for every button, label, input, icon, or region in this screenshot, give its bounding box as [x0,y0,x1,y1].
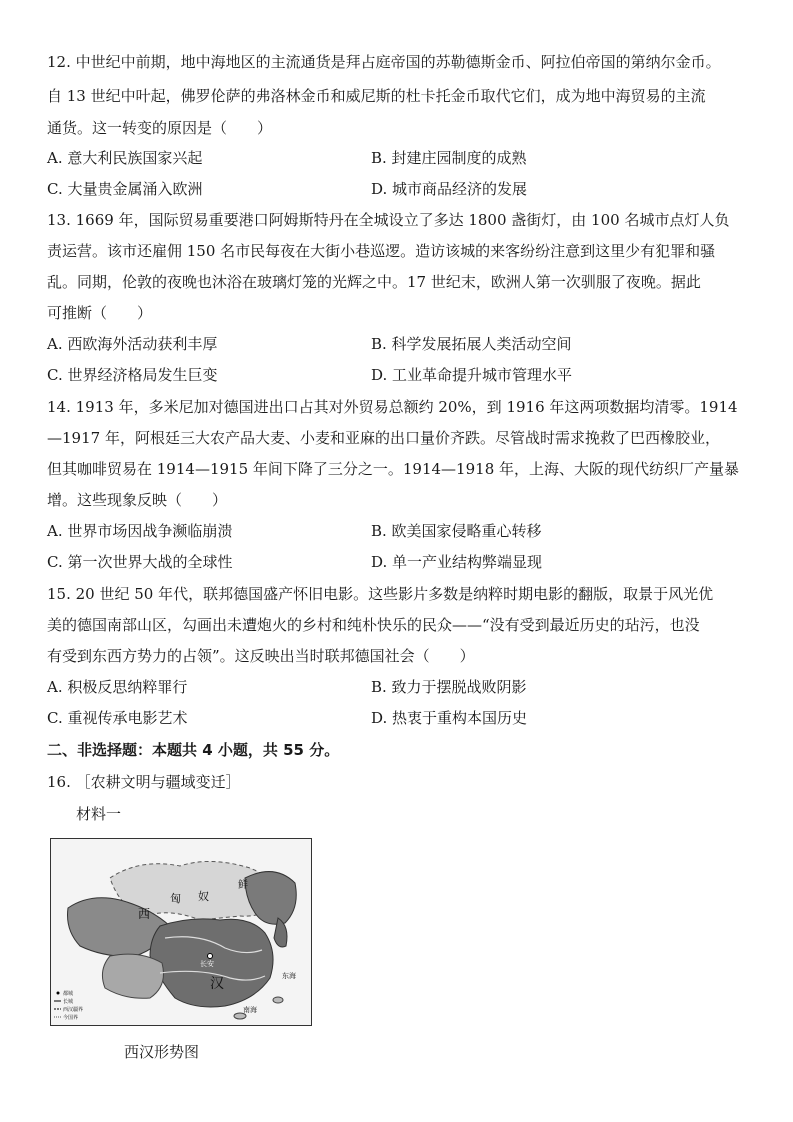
q13-option-d: D. 工业革命提升城市管理水平 [371,366,573,384]
legend-wall: 长城 [63,999,74,1005]
q14-stem-line-3: 但其咖啡贸易在 1914—1915 年间下降了三分之一。1914—1918 年，上海、大阪的现代纺织厂产量暴 [47,460,740,478]
q15-option-c: C. 重视传承电影艺术 [47,709,188,727]
q14-option-b: B. 欧美国家侵略重心转移 [371,522,542,540]
q12-stem-line-2: 自 13 世纪中叶起，佛罗伦萨的弗洛林金币和威尼斯的杜卡托金币取代它们，成为地中海贸易的主流 [47,87,706,105]
q13-stem-line-3: 乱。同期，伦敦的夜晚也沐浴在玻璃灯笼的光辉之中。17 世纪末，欧洲人第一次驯服了夜晚。据此 [47,273,701,291]
q12-option-b: B. 封建庄园制度的成熟 [371,149,527,167]
q14-stem-line-2: —1917 年，阿根廷三大农产品大麦、小麦和亚麻的出口量价齐跌。尽管战时需求挽救了巴西橡胶业， [47,429,720,447]
q12-option-c: C. 大量贵金属涌入欧洲 [47,180,203,198]
material-label: 材料一 [76,805,122,823]
q12-stem-line-1: 12. 中世纪中前期，地中海地区的主流通货是拜占庭帝国的苏勒德斯金币、阿拉伯帝国的第纳尔金币。 [47,53,721,71]
label-xianbei: 鲜 [238,880,248,891]
label-donghai: 东海 [282,972,296,980]
legend-capital: 都城 [63,991,74,997]
label-changan: 长安 [200,960,214,968]
label-xi: 西 [138,907,151,921]
legend-modern-border: 今国界 [63,1015,79,1021]
q14-option-d: D. 单一产业结构弊端显现 [371,553,543,571]
q13-option-c: C. 世界经济格局发生巨变 [47,366,218,384]
island [273,997,283,1003]
label-xiongnu-2: 奴 [198,890,209,903]
label-han: 汉 [210,976,224,992]
q13-option-a: A. 西欧海外活动获利丰厚 [47,335,218,353]
label-xiongnu-1: 匈 [170,892,181,905]
q12-stem-line-3: 通货。这一转变的原因是（ ） [47,119,273,137]
q16-title: 16. ［农耕文明与疆域变迁］ [47,773,241,791]
changan-marker [208,954,213,959]
q15-option-d: D. 热衷于重构本国历史 [371,709,528,727]
map-svg [50,838,312,1026]
q13-stem-line-1: 13. 1669 年，国际贸易重要港口阿姆斯特丹在全城设立了多达 1800 盏街灯，由 100 名城市点灯人负 [47,211,730,229]
q12-option-a: A. 意大利民族国家兴起 [47,149,203,167]
q13-stem-line-4: 可推断（ ） [47,304,153,322]
q15-stem-line-2: 美的德国南部山区，勾画出未遭炮火的乡村和纯朴快乐的民众——“没有受到最近历史的玷污，也没 [47,616,700,634]
q15-stem-line-3: 有受到东西方势力的占领”。这反映出当时联邦德国社会（ ） [47,647,475,665]
label-nanhai: 南海 [243,1006,257,1014]
q13-stem-line-2: 责运营。该市还雇佣 150 名市民每夜在大街小巷巡逻。造访该城的来客纷纷注意到这里少有犯罪和骚 [47,242,716,260]
q15-option-a: A. 积极反思纳粹罪行 [47,678,188,696]
q13-option-b: B. 科学发展拓展人类活动空间 [371,335,572,353]
q14-stem-line-1: 14. 1913 年，多米尼加对德国进出口占其对外贸易总额约 20%，到 1916 年这两项数据均清零。1914 [47,398,738,416]
western-han-map [50,838,312,1026]
q12-option-d: D. 城市商品经济的发展 [371,180,528,198]
q14-stem-line-4: 增。这些现象反映（ ） [47,491,228,509]
legend-han-border: 西汉疆界 [63,1007,84,1013]
q15-option-b: B. 致力于摆脱战败阴影 [371,678,527,696]
q14-option-c: C. 第一次世界大战的全球性 [47,553,233,571]
q15-stem-line-1: 15. 20 世纪 50 年代，联邦德国盛产怀旧电影。这些影片多数是纳粹时期电影的翻版，取景于风光优 [47,585,714,603]
section-heading: 二、非选择题：本题共 4 小题，共 55 分。 [47,741,340,759]
q14-option-a: A. 世界市场因战争濒临崩溃 [47,522,233,540]
southwest-region [102,954,163,998]
map-caption: 西汉形势图 [124,1043,200,1061]
